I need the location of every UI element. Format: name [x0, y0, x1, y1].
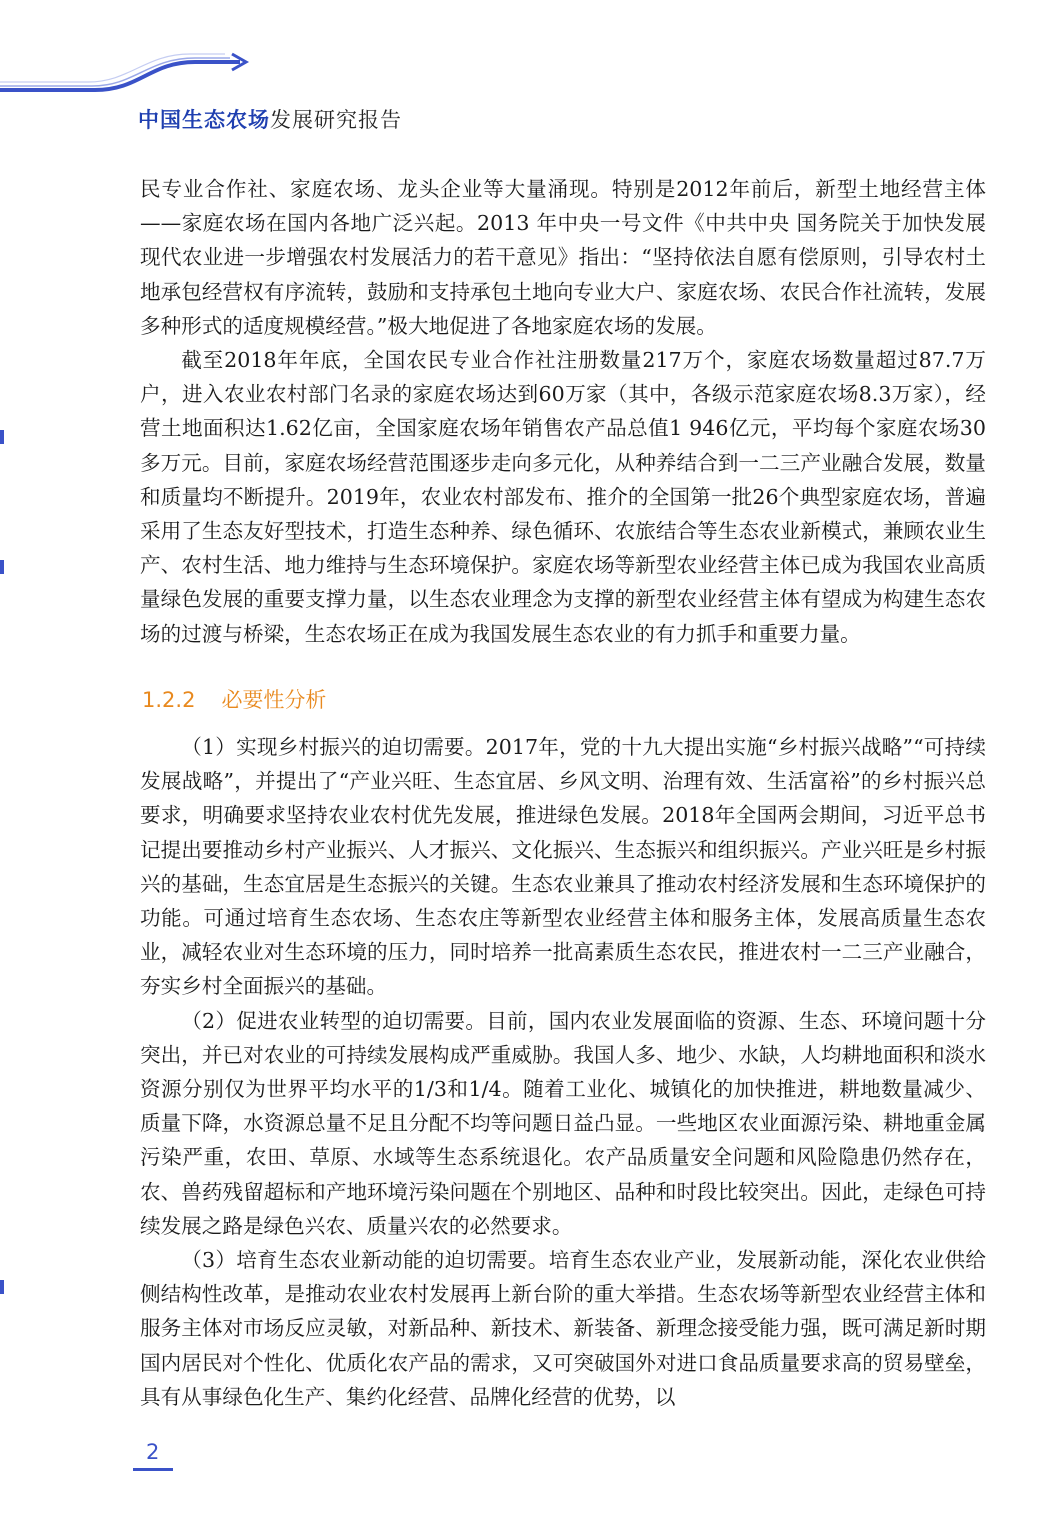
paragraph: （2）促进农业转型的迫切需要。目前，国内农业发展面临的资源、生态、环境问题十分突出，并已对农业的可持续发展构成严重威胁。我国人多、地少、水缺，人均耕地面积和淡水资源分别仅为世界平均水平的1/3和1/4。随着工业化、城镇化的加快推进，耕地数量减少、质量下降，水资源总量不足且分配不均等问题日益凸显。一些地区农业面源污染、耕地重金属污染严重，农田、草原、水域等生态系统退化。农产品质量安全问题和风险隐患仍然存在，农、兽药残留超标和产地环境污染问题在个别地区、品种和时段比较突出。因此，走绿色可持续发展之路是绿色兴农、质量兴农的必然要求。	[140, 1008, 986, 1238]
section-heading	[142, 684, 326, 714]
body-text-top	[140, 172, 986, 651]
paragraph: 截至2018年年底，全国农民专业合作社注册数量217万个，家庭农场数量超过87.7万户，进入农业农村部门名录的家庭农场达到60万家（其中，各级示范家庭农场8.3万家），经营土地面积达1.62亿亩，全国家庭农场年销售农产品总值1 946亿元，平均每个家庭农场30多万元。目前，家庭农场经营范围逐步走向多元化，从种养结合到一二三产业融合发展，数量和质量均不断提升。2019年，农业农村部发布、推介的全国第一批26个典型家庭农场，普遍采用了生态友好型技术，打造生态种养、绿色循环、农旅结合等生态农业新模式，兼顾农业生产、农村生活、地力维持与生态环境保护。家庭农场等新型农业经营主体已成为我国农业高质量绿色发展的重要支撑力量，以生态农业理念为支撑的新型农业经营主体有望成为构建生态农场的过渡与桥梁，生态农场正在成为我国发展生态农业的有力抓手和重要力量。	[140, 348, 986, 646]
running-header	[138, 104, 402, 134]
paragraph: 民专业合作社、家庭农场、龙头企业等大量涌现。特别是2012年前后，新型土地经营主体——家庭农场在国内各地广泛兴起。2013 年中央一号文件《中共中央 国务院关于加快发展现代农业进一步增强农村发展活力的若干意见》指出：“坚持依法自愿有偿原则，引导农村土地承包经营权有序流转，鼓励和支持承包土地向专业大户、家庭农场、农民合作社流转，发展多种形式的适度规模经营。”极大地促进了各地家庭农场的发展。	[140, 177, 986, 338]
header-arrows-graphic	[0, 40, 260, 100]
paragraph: （1）实现乡村振兴的迫切需要。2017年，党的十九大提出实施“乡村振兴战略”“可持续发展战略”，并提出了“产业兴旺、生态宜居、乡风文明、治理有效、生活富裕”的乡村振兴总要求，明确要求坚持农业农村优先发展，推进绿色发展。2018年全国两会期间，习近平总书记提出要推动乡村产业振兴、人才振兴、文化振兴、生态振兴和组织振兴。产业兴旺是乡村振兴的基础，生态宜居是生态振兴的关键。生态农业兼具了推动农村经济发展和生态环境保护的功能。可通过培育生态农场、生态农庄等新型农业经营主体和服务主体，发展高质量生态农业，减轻农业对生态环境的压力，同时培养一批高素质生态农民，推进农村一二三产业融合，夯实乡村全面振兴的基础。	[140, 735, 986, 999]
page-number: 2	[146, 1440, 160, 1464]
paragraph: （3）培育生态农业新动能的迫切需要。培育生态农业产业，发展新动能，深化农业供给侧结构性改革，是推动农业农村发展再上新台阶的重大举措。生态农场等新型农业经营主体和服务主体对市场反应灵敏，对新品种、新技术、新装备、新理念接受能力强，既可满足新时期国内居民对个性化、优质化农产品的需求，又可突破国外对进口食品质量要求高的贸易壁垒，具有从事绿色化生产、集约化经营、品牌化经营的优势，以	[140, 1248, 986, 1409]
margin-marker	[0, 560, 4, 574]
section-title: 必要性分析	[221, 688, 327, 712]
margin-marker	[0, 1280, 4, 1294]
margin-marker	[0, 430, 4, 444]
header-title-rest: 发展研究报告	[270, 108, 402, 132]
header-title-brand: 中国生态农场	[138, 108, 270, 132]
body-text-section	[140, 730, 986, 1414]
page-number-rule	[133, 1468, 173, 1471]
section-number: 1.2.2	[142, 688, 196, 712]
